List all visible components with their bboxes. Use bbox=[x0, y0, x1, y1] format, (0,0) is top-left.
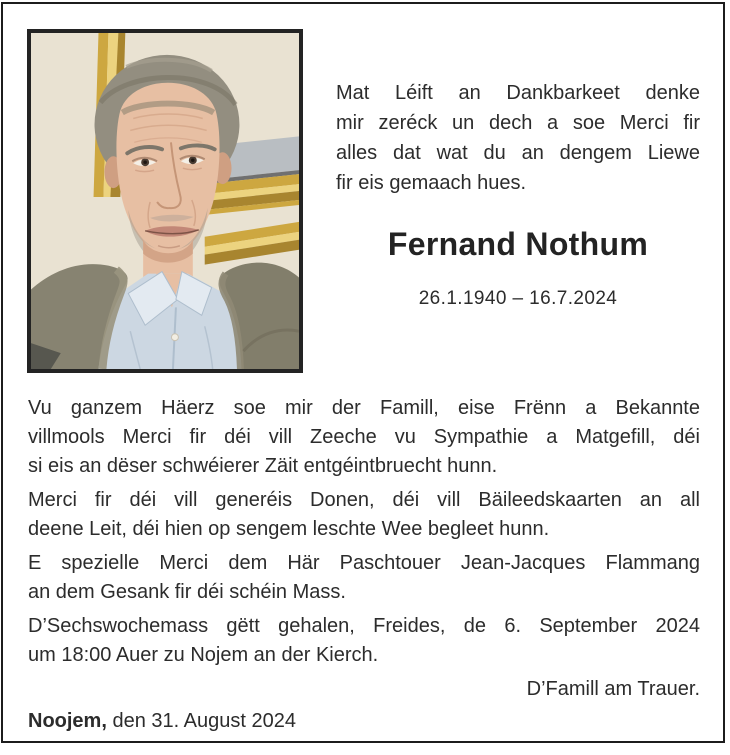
portrait-photo bbox=[27, 29, 303, 373]
text-line: mir zeréck un dech a soe Merci fir bbox=[336, 112, 700, 134]
dateline bbox=[28, 707, 700, 736]
thanks-paragraph bbox=[28, 394, 700, 481]
text-line: D’Sechswochemass gëtt gehalen, Freides, de 6. September 2024 bbox=[28, 615, 700, 637]
dateline-date: den 31. August 2024 bbox=[106, 710, 296, 732]
text-line: deene Leit, déi hien op sengem leschte Wee begleet hunn. bbox=[28, 518, 550, 540]
portrait-illustration bbox=[31, 33, 299, 369]
dateline-place: Noojem, bbox=[28, 710, 107, 732]
life-dates: 26.1.1940 – 16.7.2024 bbox=[418, 288, 618, 309]
priest-paragraph bbox=[28, 549, 700, 607]
notice-body bbox=[28, 394, 700, 736]
text-line: um 18:00 Auer zu Nojem an der Kierch. bbox=[28, 644, 379, 666]
donations-paragraph bbox=[28, 486, 700, 544]
text-line: Mat Léift an Dankbarkeet denke bbox=[336, 82, 700, 104]
text-line: E spezielle Merci dem Här Paschtouer Jean-Jacques Flammang bbox=[28, 552, 700, 574]
text-line: Vu ganzem Häerz soe mir der Famill, eise Frënn a Bekannte bbox=[28, 397, 700, 419]
family-signature: D’Famill am Trauer. bbox=[526, 678, 700, 700]
text-line: villmools Merci fir déi vill Zeeche vu Sympathie a Matgefill, déi bbox=[28, 426, 700, 448]
mass-announcement-paragraph bbox=[28, 612, 700, 670]
intro-text bbox=[336, 78, 700, 198]
text-line: Merci fir déi vill generéis Donen, déi vill Bäileedskaarten an all bbox=[28, 489, 700, 511]
text-line: alles dat wat du an dengem Liewe bbox=[336, 142, 700, 164]
text-line: si eis an dëser schwéierer Zäit entgéintbruecht hunn. bbox=[28, 455, 498, 477]
deceased-name: Fernand Nothum bbox=[387, 226, 649, 262]
text-line: an dem Gesank fir déi schéin Mass. bbox=[28, 581, 346, 603]
text-line: fir eis gemaach hues. bbox=[336, 172, 527, 194]
